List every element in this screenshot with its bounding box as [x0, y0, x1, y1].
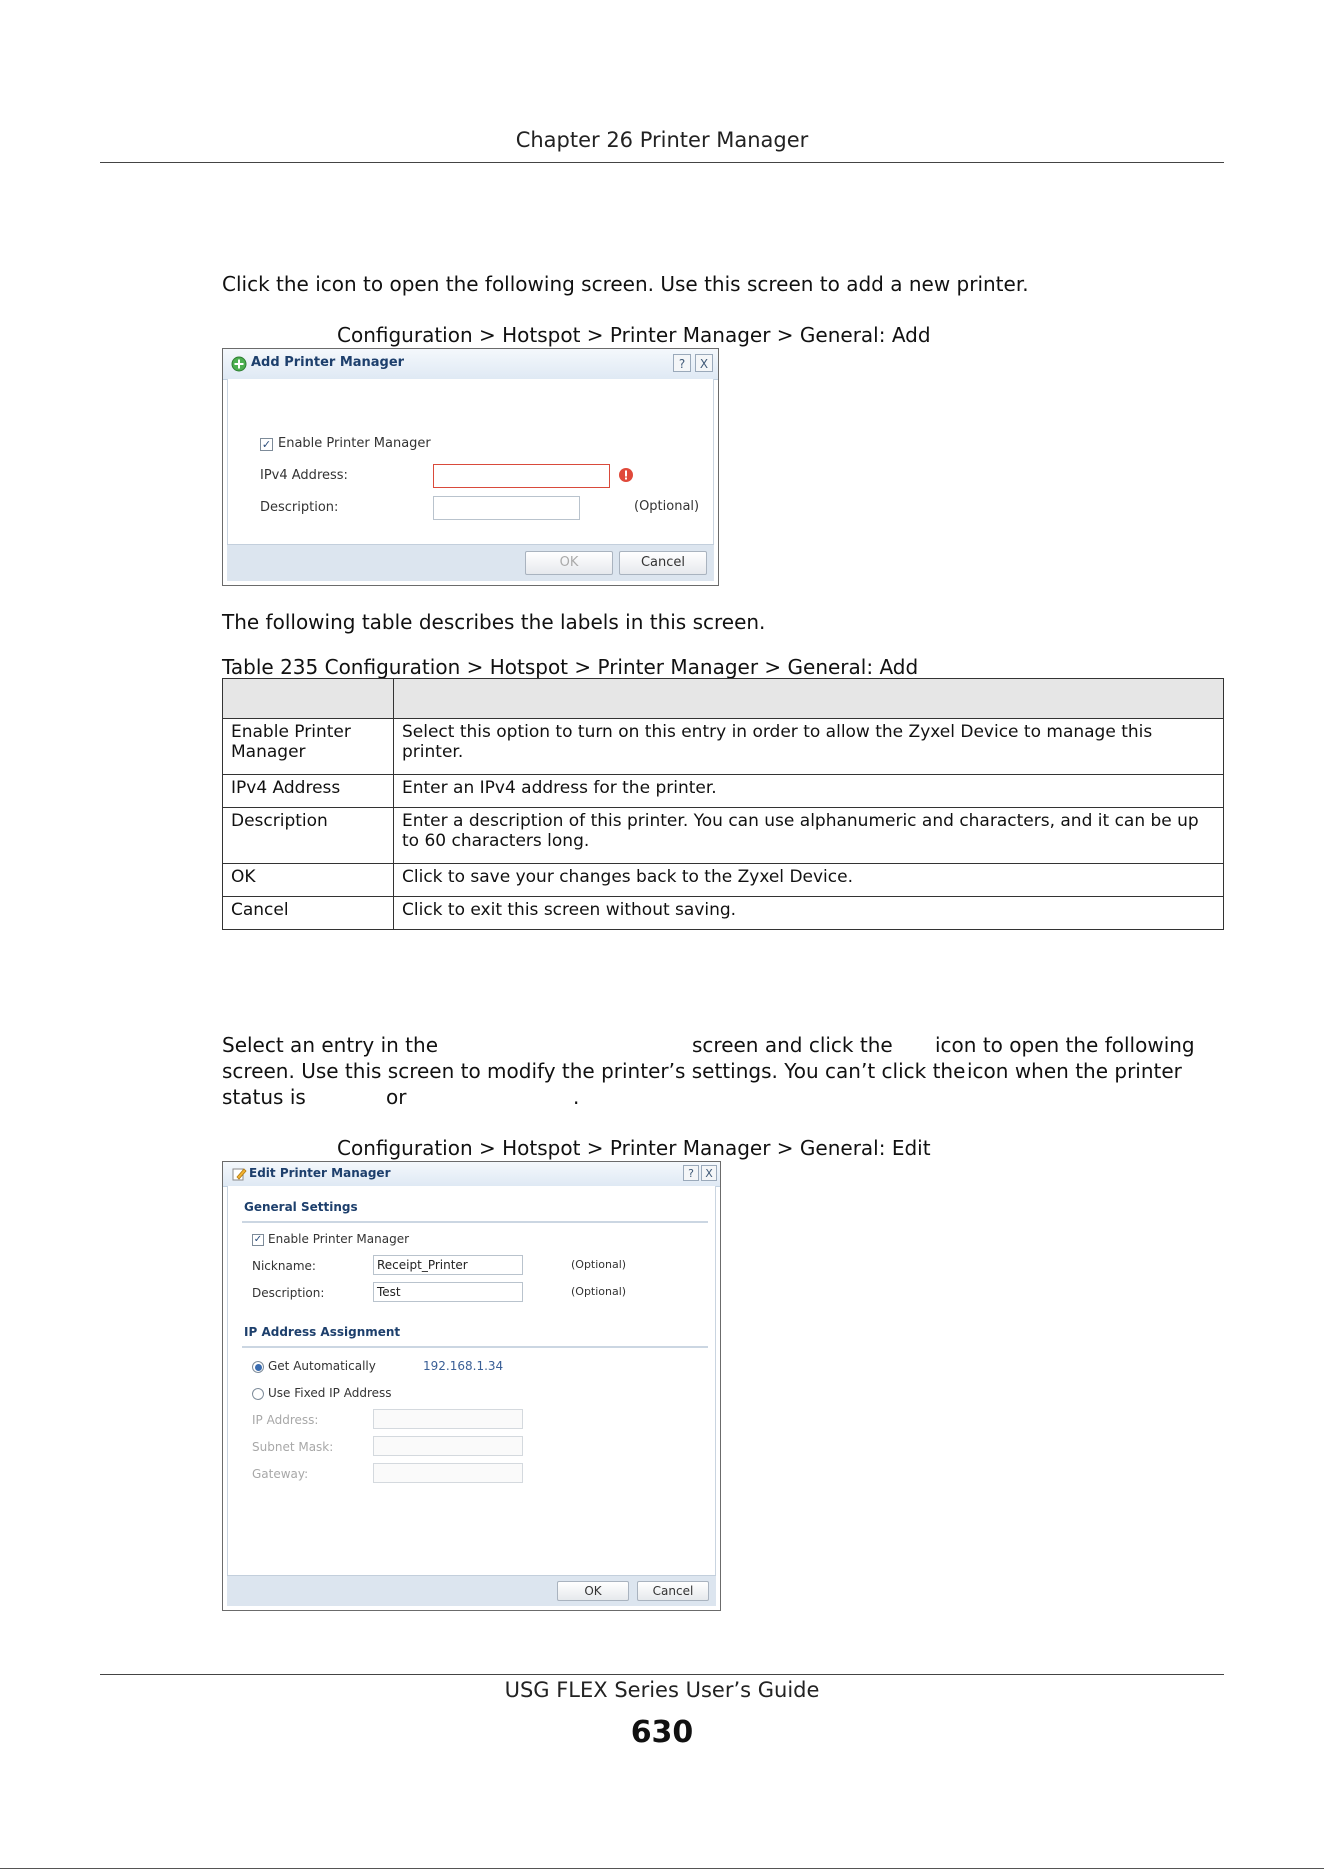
edit-paragraph-2a: screen. Use this screen to modify the printer’s settings. You can’t click the: [222, 1059, 966, 1083]
ipv4-address-label: IPv4 Address:: [260, 468, 348, 483]
header-rule: [100, 162, 1224, 163]
description-label: Description:: [260, 500, 339, 515]
section-divider: [242, 1346, 708, 1348]
table-cell-label: OK: [223, 864, 394, 897]
dialog-titlebar: [223, 1162, 720, 1187]
general-settings-heading: General Settings: [244, 1200, 358, 1214]
table-caption: Table 235 Configuration > Hotspot > Printer Manager > General: Add: [222, 655, 919, 679]
table-cell-desc: Select this option to turn on this entry in order to allow the Zyxel Device to manage this printer.: [394, 719, 1224, 775]
figure-add-caption: Configuration > Hotspot > Printer Manager > General: Add: [337, 323, 931, 347]
help-icon[interactable]: ?: [673, 354, 691, 372]
enable-printer-checkbox[interactable]: ✓: [261, 438, 272, 451]
ok-button[interactable]: OK: [525, 551, 613, 575]
table-cell-label: Cancel: [223, 897, 394, 930]
edit-paragraph-1b: screen and click the: [692, 1033, 893, 1057]
ip-address-input[interactable]: [373, 1409, 523, 1429]
table-cell-label: Description: [223, 808, 394, 864]
ok-button[interactable]: OK: [557, 1581, 629, 1601]
use-fixed-ip-label: Use Fixed IP Address: [268, 1386, 392, 1400]
optional-label: (Optional): [634, 499, 700, 514]
edit-paragraph-1c: icon to open the following: [935, 1033, 1195, 1057]
nickname-label: Nickname:: [252, 1259, 316, 1273]
dialog-titlebar: [223, 349, 718, 380]
dialog-footer: [227, 544, 714, 581]
section-divider: [242, 1221, 708, 1223]
cancel-button[interactable]: Cancel: [619, 551, 707, 575]
table-row: [223, 775, 1224, 808]
table-cell-desc: Click to save your changes back to the Zyxel Device.: [394, 864, 1224, 897]
dialog-title: Add Printer Manager: [251, 355, 405, 370]
page-number: 630: [630, 1715, 694, 1750]
enable-printer-label: Enable Printer Manager: [268, 1232, 410, 1246]
description-label: Description:: [252, 1286, 325, 1300]
enable-printer-checkbox[interactable]: ✓: [253, 1234, 263, 1245]
table-row: [223, 864, 1224, 897]
dialog-title: Edit Printer Manager: [249, 1166, 391, 1180]
error-icon: [618, 467, 634, 483]
table-header-cell: [223, 679, 394, 719]
gateway-input[interactable]: [373, 1463, 523, 1483]
edit-icon: [231, 1166, 247, 1182]
page-header: Chapter 26 Printer Manager: [515, 128, 809, 152]
edit-paragraph-3c: .: [573, 1085, 580, 1109]
dialog-footer: [227, 1575, 716, 1606]
table-cell-desc: Enter an IPv4 address for the printer.: [394, 775, 1224, 808]
edit-paragraph-3a: status is: [222, 1085, 306, 1109]
table-intro: The following table describes the labels in this screen.: [222, 610, 766, 634]
ipv4-address-input[interactable]: [433, 464, 610, 488]
close-icon[interactable]: X: [695, 354, 713, 372]
subnet-mask-label: Subnet Mask:: [252, 1440, 334, 1454]
table-row: [223, 897, 1224, 930]
edit-paragraph-3b: or: [386, 1085, 407, 1109]
figure-edit-caption: Configuration > Hotspot > Printer Manager > General: Edit: [337, 1136, 931, 1160]
add-icon: [231, 356, 247, 372]
nickname-input[interactable]: Receipt_Printer: [373, 1255, 523, 1275]
gateway-label: Gateway:: [252, 1467, 309, 1481]
edit-paragraph-1a: Select an entry in the: [222, 1033, 438, 1057]
subnet-mask-input[interactable]: [373, 1436, 523, 1456]
edit-printer-dialog: [222, 1161, 721, 1611]
table-cell-desc: Enter a description of this printer. You can use alphanumeric and characters, and it can be up to 60 characters long.: [394, 808, 1224, 864]
enable-printer-label: Enable Printer Manager: [278, 436, 431, 451]
use-fixed-ip-radio[interactable]: [252, 1388, 264, 1400]
description-optional-label: (Optional): [571, 1285, 627, 1298]
get-automatically-label: Get Automatically: [268, 1359, 376, 1373]
nickname-optional-label: (Optional): [571, 1258, 627, 1271]
dialog-body: [227, 1186, 716, 1606]
description-input[interactable]: Test: [373, 1282, 523, 1302]
table-cell-label: Enable Printer Manager: [223, 719, 394, 775]
close-icon[interactable]: X: [701, 1165, 717, 1181]
label-description-table: [222, 678, 1224, 930]
table-header-row: [223, 679, 1224, 719]
get-automatically-radio[interactable]: [252, 1361, 264, 1373]
table-row: [223, 719, 1224, 775]
cancel-button[interactable]: Cancel: [637, 1581, 709, 1601]
table-header-cell: [394, 679, 1224, 719]
ip-address-label: IP Address:: [252, 1413, 319, 1427]
table-cell-label: IPv4 Address: [223, 775, 394, 808]
table-row: [223, 808, 1224, 864]
auto-ip-value: 192.168.1.34: [423, 1359, 504, 1373]
page-footer: USG FLEX Series User’s Guide: [504, 1678, 820, 1702]
help-icon[interactable]: ?: [683, 1165, 699, 1181]
table-cell-desc: Click to exit this screen without saving.: [394, 897, 1224, 930]
edit-paragraph-2b: icon when the printer: [967, 1059, 1182, 1083]
intro-add-paragraph: Click the icon to open the following screen. Use this screen to add a new printer.: [222, 272, 1029, 296]
ip-assignment-heading: IP Address Assignment: [244, 1325, 401, 1339]
footer-rule: [100, 1674, 1224, 1675]
add-printer-dialog: [222, 348, 719, 586]
bottom-rule: [0, 1868, 1324, 1869]
description-input[interactable]: [433, 496, 580, 520]
